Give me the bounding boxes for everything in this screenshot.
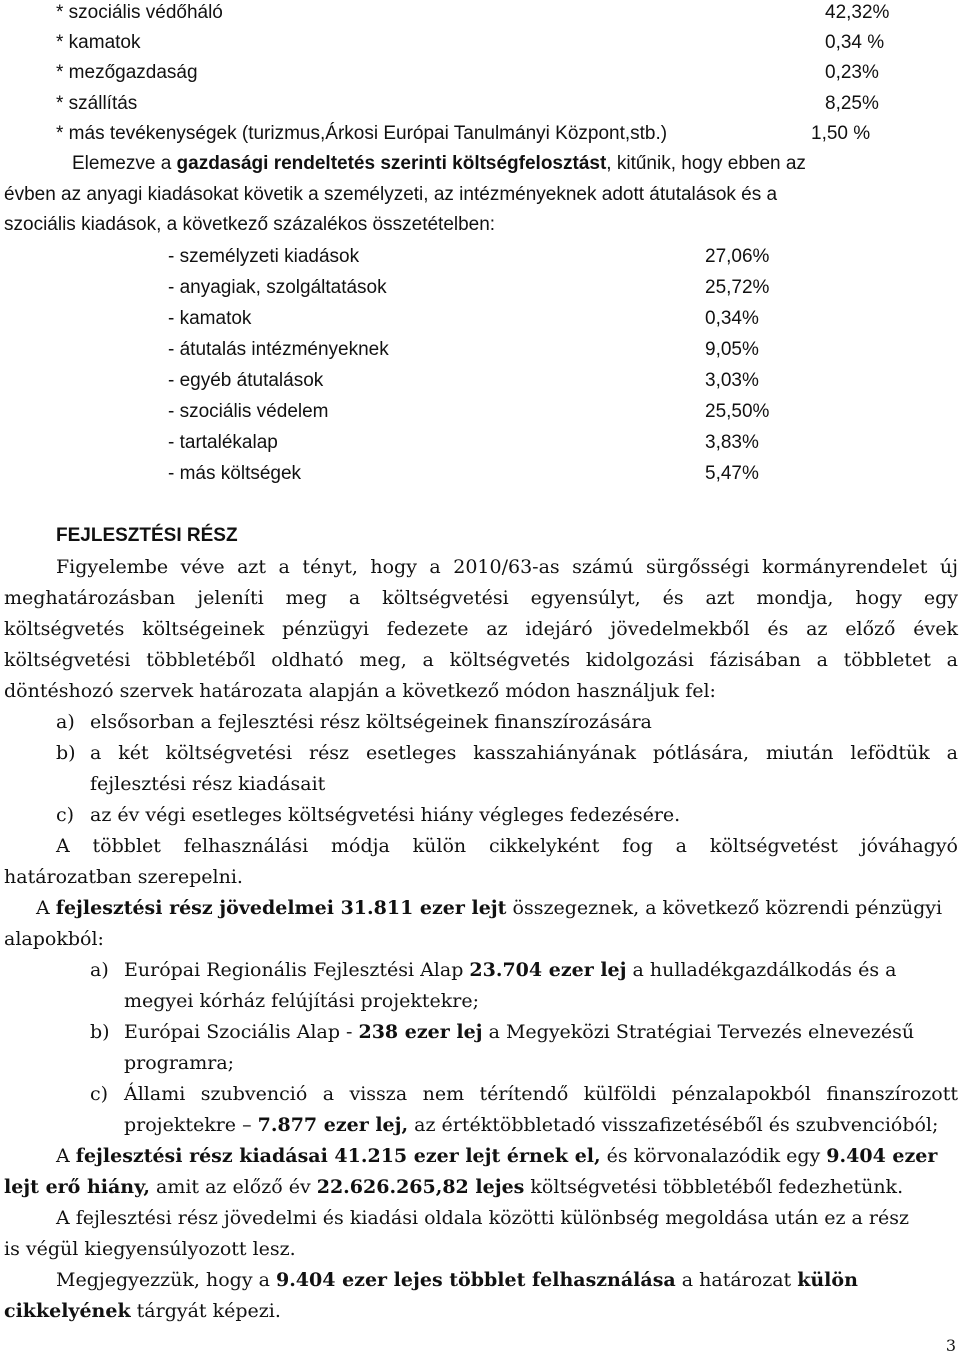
list-item-continuation bbox=[124, 1114, 938, 1136]
bold-text: 22.626.265,82 lejes bbox=[316, 1176, 525, 1198]
list-item-continuation: fejlesztési rész kiadásait bbox=[90, 773, 326, 795]
text-line: évben az anyagi kiadásokat követik a személyzeti, az intézményeknek adott átutalások és a bbox=[4, 184, 778, 205]
list-marker: c) bbox=[90, 1083, 109, 1105]
list-item: az év végi esetleges költségvetési hiány végleges fedezésére. bbox=[90, 804, 681, 826]
bold-text: fejlesztési rész jövedelmei 31.811 ezer lejt bbox=[55, 897, 507, 919]
list-value: 25,50% bbox=[705, 401, 770, 422]
text-line: alapokból: bbox=[4, 928, 104, 950]
list-value: 9,05% bbox=[705, 339, 759, 360]
text-line bbox=[56, 1269, 858, 1291]
list-item: - szociális védelem bbox=[168, 401, 329, 422]
list-marker: b) bbox=[90, 1021, 110, 1043]
text-span: Európai Regionális Fejlesztési Alap bbox=[124, 959, 470, 981]
text-line: is végül kiegyensúlyozott lesz. bbox=[4, 1238, 296, 1260]
list-value: 8,25% bbox=[825, 93, 879, 114]
text-span: A bbox=[36, 897, 56, 919]
list-item bbox=[124, 959, 896, 981]
list-value: 1,50 % bbox=[811, 123, 871, 144]
text-line: költségvetési többletéből oldható meg, a költségvetés kidolgozási fázisában a többletet a bbox=[4, 649, 958, 671]
list-value: 25,72% bbox=[705, 277, 770, 298]
text-span: projektekre – bbox=[124, 1114, 258, 1136]
list-item: * szociális védőháló bbox=[56, 2, 223, 23]
text-span: tárgyát képezi. bbox=[130, 1300, 281, 1322]
list-item: elsősorban a fejlesztési rész költségeinek finanszírozására bbox=[90, 711, 652, 733]
list-marker: a) bbox=[90, 959, 109, 981]
text-line bbox=[36, 897, 942, 919]
text-line: Figyelembe véve azt a tényt, hogy a 2010/63-as számú sürgősségi kormányrendelet új bbox=[56, 556, 958, 578]
text-span: összegeznek, a következő közrendi pénzügyi bbox=[506, 897, 943, 919]
text-span: Megjegyezzük, hogy a bbox=[56, 1269, 276, 1291]
list-marker: a) bbox=[56, 711, 75, 733]
text-line: döntéshozó szervek határozata alapján a következő módon használjuk fel: bbox=[4, 680, 716, 702]
list-marker: b) bbox=[56, 742, 76, 764]
text-line: meghatározásban jeleníti meg a költségvetési egyensúlyt, és azt mondja, hogy egy bbox=[4, 587, 958, 609]
text-span: A bbox=[56, 1145, 76, 1167]
list-item: * szállítás bbox=[56, 93, 138, 114]
list-item: - más költségek bbox=[168, 463, 302, 484]
list-item-continuation: programra; bbox=[124, 1052, 235, 1074]
bold-text: 238 ezer lej bbox=[358, 1021, 483, 1043]
list-item: - egyéb átutalások bbox=[168, 370, 324, 391]
text-line: határozatban szerepelni. bbox=[4, 866, 243, 888]
bold-text: fejlesztési rész kiadásai 41.215 ezer lejt érnek el, bbox=[75, 1145, 601, 1167]
page-number: 3 bbox=[945, 1336, 956, 1355]
list-value: 0,34% bbox=[705, 308, 759, 329]
list-value: 5,47% bbox=[705, 463, 759, 484]
bold-text: 9.404 ezer bbox=[826, 1145, 938, 1167]
list-item: - tartalékalap bbox=[168, 432, 278, 453]
bold-text: 7.877 ezer lej, bbox=[257, 1114, 409, 1136]
text-line bbox=[4, 1176, 903, 1198]
list-marker: c) bbox=[56, 804, 75, 826]
list-item: Állami szubvenció a vissza nem térítendő külföldi pénzalapokból finanszírozott bbox=[124, 1083, 958, 1105]
text-span: , kitűnik, hogy ebben az bbox=[606, 153, 806, 174]
list-item: - személyzeti kiadások bbox=[168, 246, 360, 267]
bold-text: 9.404 ezer lejes többlet felhasználása bbox=[275, 1269, 676, 1291]
list-item: - átutalás intézményeknek bbox=[168, 339, 389, 360]
list-item-continuation: megyei kórház felújítási projektekre; bbox=[124, 990, 480, 1012]
list-item bbox=[124, 1021, 914, 1043]
section-title: FEJLESZTÉSI RÉSZ bbox=[56, 525, 238, 546]
list-item: * mezőgazdaság bbox=[56, 62, 198, 83]
text-span: költségvetési többletéből fedezhetünk. bbox=[524, 1176, 904, 1198]
list-item: - kamatok bbox=[168, 308, 252, 329]
list-item: * más tevékenységek (turizmus,Árkosi Európai Tanulmányi Központ,stb.) bbox=[56, 123, 668, 144]
text-span: amit az előző év bbox=[149, 1176, 317, 1198]
text-line bbox=[72, 153, 806, 175]
list-item: - anyagiak, szolgáltatások bbox=[168, 277, 387, 298]
text-span: Elemezve a bbox=[72, 153, 177, 174]
text-line: A fejlesztési rész jövedelmi és kiadási oldala közötti különbség megoldása után ez a rész bbox=[56, 1207, 909, 1229]
text-line bbox=[56, 1145, 937, 1167]
bold-text: gazdasági rendeltetés szerinti költségfelosztást bbox=[176, 153, 607, 174]
text-span: és körvonalazódik egy bbox=[600, 1145, 827, 1167]
list-value: 0,23% bbox=[825, 62, 879, 83]
list-item: * kamatok bbox=[56, 32, 141, 53]
list-value: 42,32% bbox=[825, 2, 890, 23]
list-value: 27,06% bbox=[705, 246, 770, 267]
list-item: a két költségvetési rész esetleges kasszahiányának pótlására, miután lefödtük a bbox=[90, 742, 958, 764]
text-line: szociális kiadások, a következő százalékos összetételben: bbox=[4, 214, 496, 235]
bold-text: 23.704 ezer lej bbox=[469, 959, 627, 981]
text-line: A többlet felhasználási módja külön cikkelyként fog a költségvetést jóváhagyó bbox=[56, 835, 958, 857]
list-value: 3,03% bbox=[705, 370, 759, 391]
text-span: a határozat bbox=[675, 1269, 798, 1291]
text-span: Európai Szociális Alap - bbox=[124, 1021, 359, 1043]
bold-text: lejt erő hiány, bbox=[4, 1176, 150, 1198]
text-span: a Megyeközi Stratégiai Tervezés elnevezésű bbox=[482, 1021, 915, 1043]
list-value: 3,83% bbox=[705, 432, 759, 453]
text-span: az értéktöbbletadó visszafizetéséből és szubvencióból; bbox=[408, 1114, 939, 1136]
bold-text: külön bbox=[797, 1269, 858, 1291]
bold-text: cikkelyének bbox=[4, 1300, 131, 1322]
list-value: 0,34 % bbox=[825, 32, 885, 53]
text-line: költségvetés költségeinek pénzügyi fedezete az idejáró jövedelmekből és az előző évek bbox=[4, 618, 958, 640]
text-span: a hulladékgazdálkodás és a bbox=[626, 959, 897, 981]
text-line bbox=[4, 1300, 281, 1322]
